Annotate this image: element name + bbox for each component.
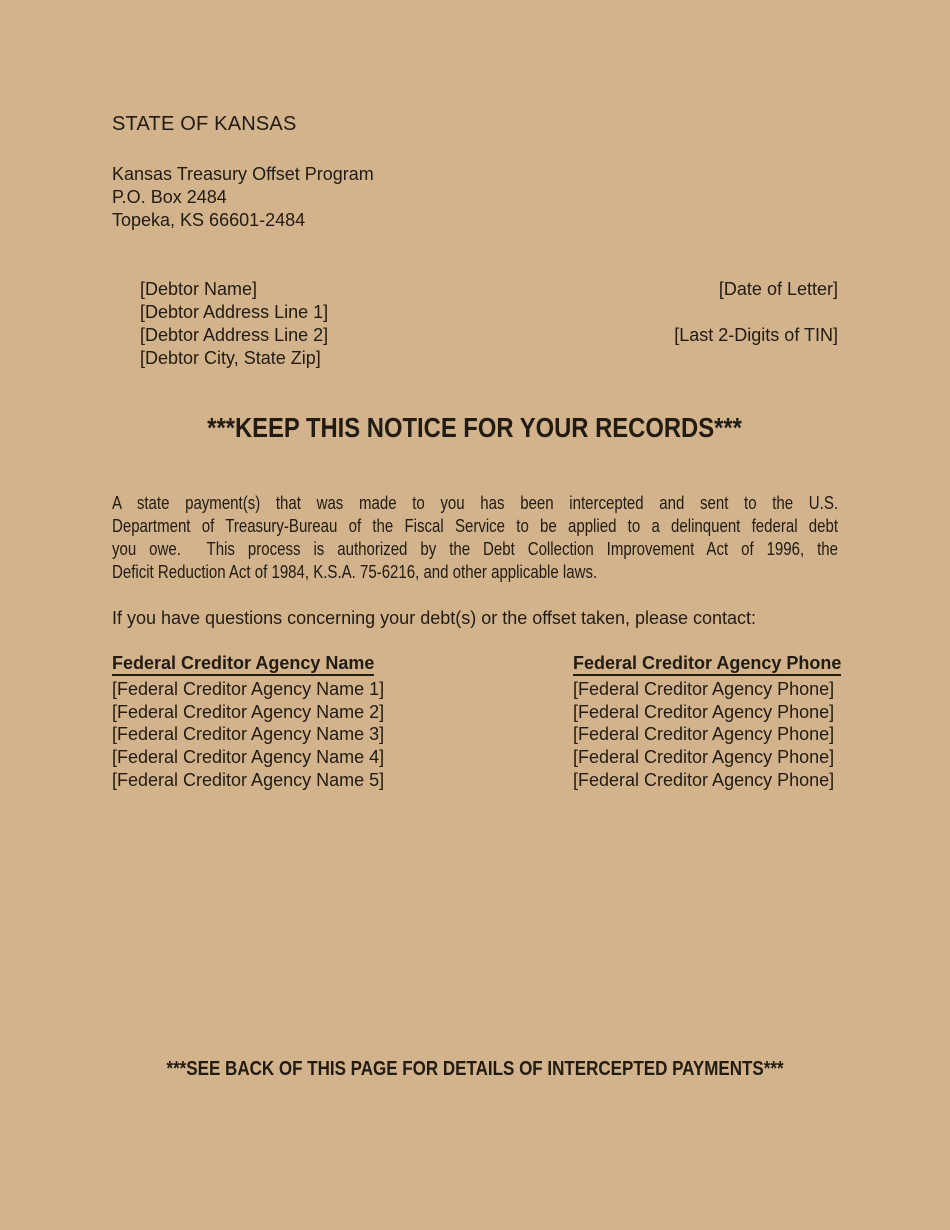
sender-address-line: Kansas Treasury Offset Program (112, 164, 374, 184)
agency-name-cell: [Federal Creditor Agency Name 3] (112, 724, 385, 745)
body-line: you owe. This process is authorized by the Debt Collection Improvement Act of 1996, the (112, 539, 839, 559)
recipient-address-line: [Debtor Address Line 1] (140, 302, 329, 322)
body-line: A state payment(s) that was made to you has been intercepted and sent to the U.S. (112, 493, 839, 513)
agency-name-cell: [Federal Creditor Agency Name 4] (112, 747, 385, 768)
agency-phone-header-text: Federal Creditor Agency Phone (573, 653, 841, 676)
agency-phone-cell: [Federal Creditor Agency Phone] (573, 747, 835, 768)
agency-phone-cell: [Federal Creditor Agency Phone] (573, 769, 835, 790)
keep-notice-banner (0, 412, 950, 444)
agency-name-cell: [Federal Creditor Agency Name 1] (112, 679, 385, 699)
agency-name-header-text: Federal Creditor Agency Name (112, 653, 374, 676)
date-of-letter-placeholder: [Date of Letter] (718, 279, 838, 299)
sender-address-block (112, 163, 374, 232)
see-back-banner (0, 1058, 950, 1081)
body-line: Department of Treasury-Bureau of the Fiscal Service to be applied to a delinquent federal debt (112, 516, 839, 536)
agency-name-cell: [Federal Creditor Agency Name 5] (112, 769, 385, 790)
recipient-city-state-zip: [Debtor City, State Zip] (140, 348, 321, 368)
agency-phone-column-header (573, 652, 852, 678)
tin-last2-placeholder: [Last 2-Digits of TIN] (674, 325, 838, 345)
sender-address-line: P.O. Box 2484 (112, 187, 227, 207)
sender-state-name: STATE OF KANSAS (112, 113, 297, 135)
notice-body-paragraph (112, 492, 838, 584)
agency-phone-cell: [Federal Creditor Agency Phone] (573, 724, 835, 745)
recipient-address-line: [Debtor Address Line 2] (140, 325, 329, 345)
recipient-address-block (140, 278, 328, 370)
agency-phone-cell: [Federal Creditor Agency Phone] (573, 701, 835, 722)
keep-notice-banner-text: ***KEEP THIS NOTICE FOR YOUR RECORDS*** (207, 412, 743, 443)
body-line: Deficit Reduction Act of 1984, K.S.A. 75-6216, and other applicable laws. (112, 562, 598, 582)
contact-intro-text: If you have questions concerning your debt(s) or the offset taken, please contact: (112, 608, 757, 628)
creditor-agency-table (112, 652, 852, 792)
sender-address-line: Topeka, KS 66601-2484 (112, 210, 306, 230)
agency-phone-cell: [Federal Creditor Agency Phone] (573, 679, 835, 699)
recipient-name-placeholder: [Debtor Name] (140, 279, 258, 299)
letter-meta-block (674, 278, 838, 347)
agency-name-cell: [Federal Creditor Agency Name 2] (112, 701, 385, 722)
agency-name-column-header (112, 652, 573, 678)
see-back-banner-text: ***SEE BACK OF THIS PAGE FOR DETAILS OF INTERCEPTED PAYMENTS*** (166, 1058, 784, 1080)
